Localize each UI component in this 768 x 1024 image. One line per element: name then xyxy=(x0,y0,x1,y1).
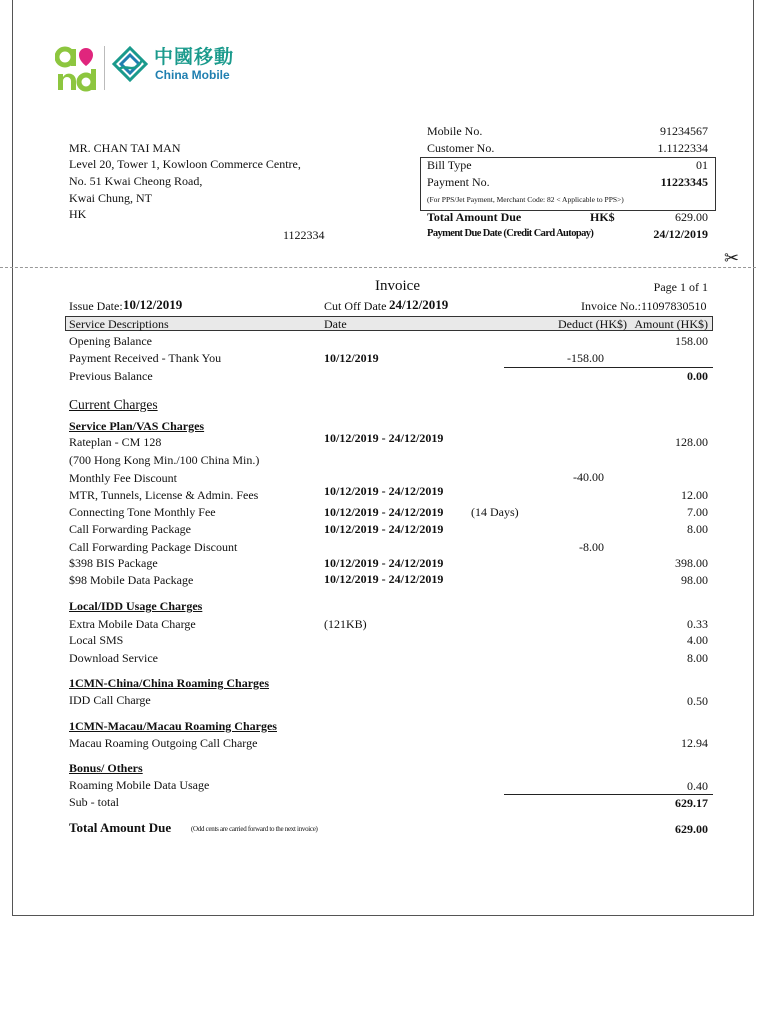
data-package-desc: $98 Mobile Data Package xyxy=(69,573,194,587)
issue-date-value: 10/12/2019 xyxy=(123,297,183,312)
rateplan-note: (700 Hong Kong Min./100 China Min.) xyxy=(69,453,260,467)
address-line-1: MR. CHAN TAI MAN xyxy=(69,141,181,155)
connecting-amount: 7.00 xyxy=(687,505,708,519)
total-due-value: 629.00 xyxy=(675,210,708,224)
extra-data-usage: (121KB) xyxy=(324,617,367,631)
previous-balance-desc: Previous Balance xyxy=(69,369,153,383)
bonus-others-heading: Bonus/ Others xyxy=(69,761,143,775)
roaming-data-amount: 0.40 xyxy=(687,779,708,793)
rateplan-desc: Rateplan - CM 128 xyxy=(69,435,162,449)
current-charges-heading: Current Charges xyxy=(69,397,158,412)
brand-name-cn: 中國移動 xyxy=(154,46,235,68)
macau-call-amount: 12.94 xyxy=(681,736,708,750)
monthly-discount-desc: Monthly Fee Discount xyxy=(69,471,177,485)
service-plan-heading: Service Plan/VAS Charges xyxy=(69,419,205,433)
local-idd-heading: Local/IDD Usage Charges xyxy=(69,599,203,613)
payment-desc: Payment Received - Thank You xyxy=(69,351,222,365)
invoice-no-label: Invoice No.: xyxy=(581,299,641,313)
customer-no-label: Customer No. xyxy=(427,141,495,155)
previous-balance-amount: 0.00 xyxy=(687,369,708,383)
connecting-date: 10/12/2019 - 24/12/2019 xyxy=(324,505,444,519)
total-amount-desc: Total Amount Due xyxy=(69,820,172,835)
address-line-5: HK xyxy=(69,207,87,221)
customer-no-value: 1.1122334 xyxy=(657,141,708,155)
mobile-no-value: 91234567 xyxy=(660,124,708,138)
mtr-desc: MTR, Tunnels, License & Admin. Fees xyxy=(69,488,259,502)
data-package-date: 10/12/2019 - 24/12/2019 xyxy=(324,572,444,586)
extra-data-amount: 0.33 xyxy=(687,617,708,631)
rateplan-date: 10/12/2019 - 24/12/2019 xyxy=(324,431,444,445)
payment-date: 10/12/2019 xyxy=(324,351,379,365)
china-roaming-heading: 1CMN-China/China Roaming Charges xyxy=(69,676,270,690)
total-amount-note: (Odd cents are carried forward to the next invoice) xyxy=(191,825,318,833)
subtotal-rule xyxy=(504,794,713,795)
extra-data-desc: Extra Mobile Data Charge xyxy=(69,617,196,631)
page-number: Page 1 of 1 xyxy=(653,280,708,294)
col-amount-header: Amount (HK$) xyxy=(634,317,708,331)
call-forwarding-date: 10/12/2019 - 24/12/2019 xyxy=(324,522,444,536)
local-sms-amount: 4.00 xyxy=(687,633,708,647)
download-desc: Download Service xyxy=(69,651,158,665)
logo-and-icon xyxy=(55,44,97,92)
subtotal-desc: Sub - total xyxy=(69,795,119,809)
data-package-amount: 98.00 xyxy=(681,573,708,587)
pps-note: (For PPS/Jet Payment, Merchant Code: 82 < Applicable to PPS>) xyxy=(427,195,624,204)
cutoff-date-label: Cut Off Date xyxy=(324,299,387,313)
invoice-title: Invoice xyxy=(375,278,420,294)
payment-no-value: 11223345 xyxy=(660,175,708,189)
local-sms-desc: Local SMS xyxy=(69,633,124,647)
china-mobile-logo-icon xyxy=(112,46,148,86)
mtr-amount: 12.00 xyxy=(681,488,708,502)
issue-date-label: Issue Date: xyxy=(69,299,123,313)
call-forwarding-desc: Call Forwarding Package xyxy=(69,522,191,536)
rateplan-amount: 128.00 xyxy=(675,435,708,449)
opening-balance-desc: Opening Balance xyxy=(69,334,152,348)
bill-type-label: Bill Type xyxy=(427,158,472,172)
call-forwarding-discount-desc: Call Forwarding Package Discount xyxy=(69,540,238,554)
invoice-no-value: 11097830510 xyxy=(641,299,707,313)
address-line-4: Kwai Chung, NT xyxy=(69,191,152,205)
col-date-header: Date xyxy=(324,317,347,331)
bis-package-date: 10/12/2019 - 24/12/2019 xyxy=(324,556,444,570)
due-date-value: 24/12/2019 xyxy=(653,227,708,241)
address-line-2: Level 20, Tower 1, Kowloon Commerce Centre, xyxy=(69,157,301,171)
total-due-label: Total Amount Due xyxy=(427,210,522,224)
connecting-days: (14 Days) xyxy=(471,505,519,519)
col-deduct-header: Deduct (HK$) xyxy=(558,317,627,331)
call-forwarding-amount: 8.00 xyxy=(687,522,708,536)
opening-balance-amount: 158.00 xyxy=(675,334,708,348)
mtr-date: 10/12/2019 - 24/12/2019 xyxy=(324,484,444,498)
bill-type-value: 01 xyxy=(696,158,708,172)
bis-package-amount: 398.00 xyxy=(675,556,708,570)
download-amount: 8.00 xyxy=(687,651,708,665)
address-code: 1122334 xyxy=(283,228,325,242)
cut-line xyxy=(0,267,756,268)
roaming-data-desc: Roaming Mobile Data Usage xyxy=(69,778,210,792)
cutoff-date-value: 24/12/2019 xyxy=(389,297,449,312)
subtotal-amount: 629.17 xyxy=(675,796,708,810)
brand-name-en: China Mobile xyxy=(155,68,230,82)
due-date-label: Payment Due Date (Credit Card Autopay) xyxy=(427,228,594,239)
address-line-3: No. 51 Kwai Cheong Road, xyxy=(69,174,203,188)
monthly-discount-deduct: -40.00 xyxy=(573,470,604,484)
scissors-icon: ✂ xyxy=(724,248,740,269)
logo-separator xyxy=(104,46,105,90)
payment-deduct: -158.00 xyxy=(567,351,604,365)
macau-roaming-heading: 1CMN-Macau/Macau Roaming Charges xyxy=(69,719,277,733)
bis-package-desc: $398 BIS Package xyxy=(69,556,158,570)
connecting-desc: Connecting Tone Monthly Fee xyxy=(69,505,216,519)
macau-call-desc: Macau Roaming Outgoing Call Charge xyxy=(69,736,258,750)
col-desc-header: Service Descriptions xyxy=(69,317,169,331)
idd-call-desc: IDD Call Charge xyxy=(69,693,151,707)
idd-call-amount: 0.50 xyxy=(687,694,708,708)
total-amount-value: 629.00 xyxy=(675,822,708,836)
total-due-currency: HK$ xyxy=(590,210,615,224)
call-forwarding-discount-deduct: -8.00 xyxy=(579,540,604,554)
mobile-no-label: Mobile No. xyxy=(427,124,483,138)
payment-no-label: Payment No. xyxy=(427,175,490,189)
previous-balance-rule xyxy=(504,367,713,368)
